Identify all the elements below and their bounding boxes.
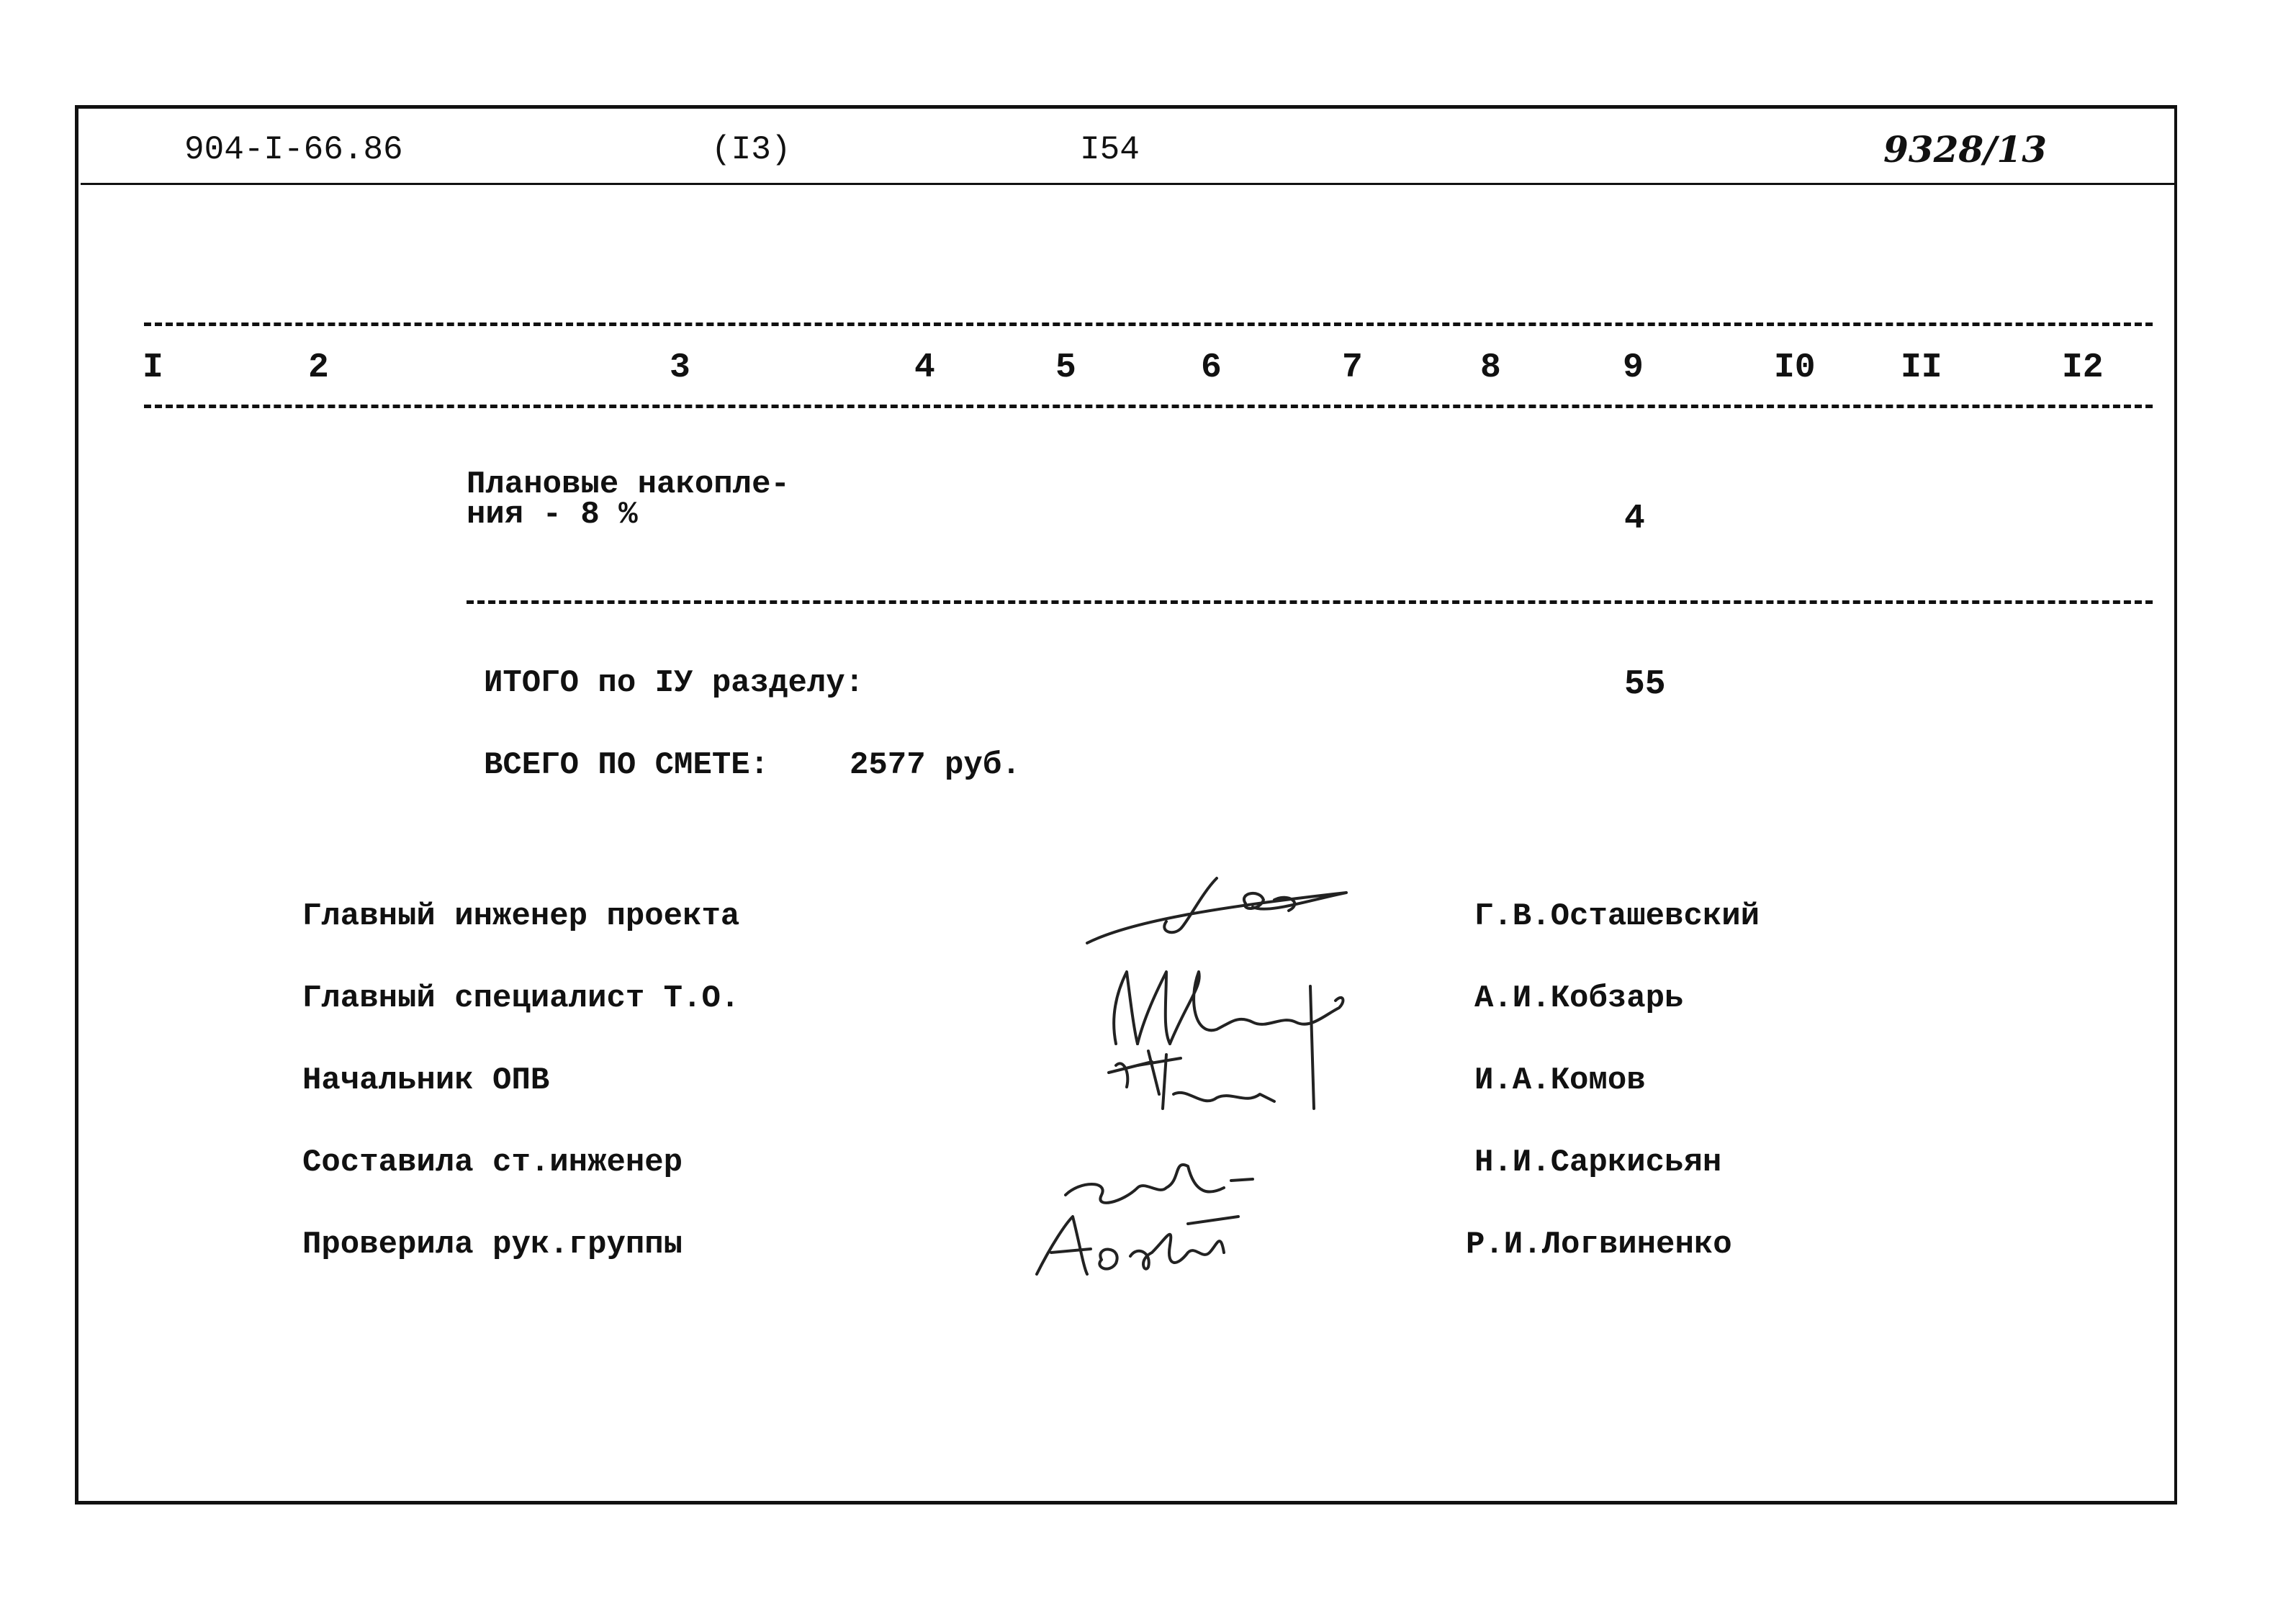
signatory-role: Проверила рук.группы — [302, 1227, 683, 1263]
column-number: 5 — [1055, 348, 1076, 387]
column-number: I — [143, 348, 163, 387]
signatory-role: Главный специалист Т.О. — [302, 980, 740, 1016]
column-number: 3 — [670, 348, 690, 387]
subtotal-rule — [467, 600, 2153, 604]
section-subtotal-value: 55 — [1624, 665, 1666, 704]
signature-department-head — [1109, 1044, 1289, 1123]
table-header-top-rule — [144, 322, 2153, 326]
doc-code: 904-I-66.86 — [184, 131, 403, 168]
column-number: 9 — [1623, 348, 1644, 387]
table-header-bottom-rule — [144, 405, 2153, 408]
header-divider — [81, 183, 2176, 185]
signatory-name: Р.И.Логвиненко — [1466, 1227, 1732, 1263]
column-number: 7 — [1342, 348, 1363, 387]
page-number: I54 — [1080, 131, 1140, 168]
section-subtotal-label: ИТОГО по IУ разделу: — [484, 665, 865, 701]
planned-savings-value: 4 — [1624, 500, 1645, 538]
column-number: I0 — [1774, 348, 1816, 387]
grand-total-value: 2577 руб. — [850, 747, 1021, 783]
signatory-name: А.И.Кобзарь — [1474, 980, 1684, 1016]
planned-savings-label: Плановые накопле- ния - 8 % — [467, 466, 790, 533]
registry-number: 9328/13 — [1883, 128, 2048, 171]
column-number: I2 — [2062, 348, 2104, 387]
signatory-role: Начальник ОПВ — [302, 1063, 550, 1099]
signatory-role: Главный инженер проекта — [302, 898, 740, 934]
column-number: II — [1901, 348, 1942, 387]
column-number: 8 — [1480, 348, 1501, 387]
column-number: 6 — [1201, 348, 1222, 387]
signature-reviewer — [1022, 1202, 1253, 1289]
grand-total-label: ВСЕГО ПО СМЕТЕ: — [484, 747, 770, 783]
signature-chief-engineer — [1073, 864, 1361, 950]
page-frame — [75, 105, 2177, 1505]
column-number: 4 — [914, 348, 935, 387]
sheet-ref: (I3) — [711, 131, 791, 168]
signatory-name: Н.И.Саркисьян — [1474, 1145, 1722, 1181]
column-number: 2 — [308, 348, 329, 387]
signatory-name: Г.В.Осташевский — [1474, 898, 1760, 934]
signatory-name: И.А.Комов — [1474, 1063, 1646, 1099]
signatory-role: Составила ст.инженер — [302, 1145, 683, 1181]
